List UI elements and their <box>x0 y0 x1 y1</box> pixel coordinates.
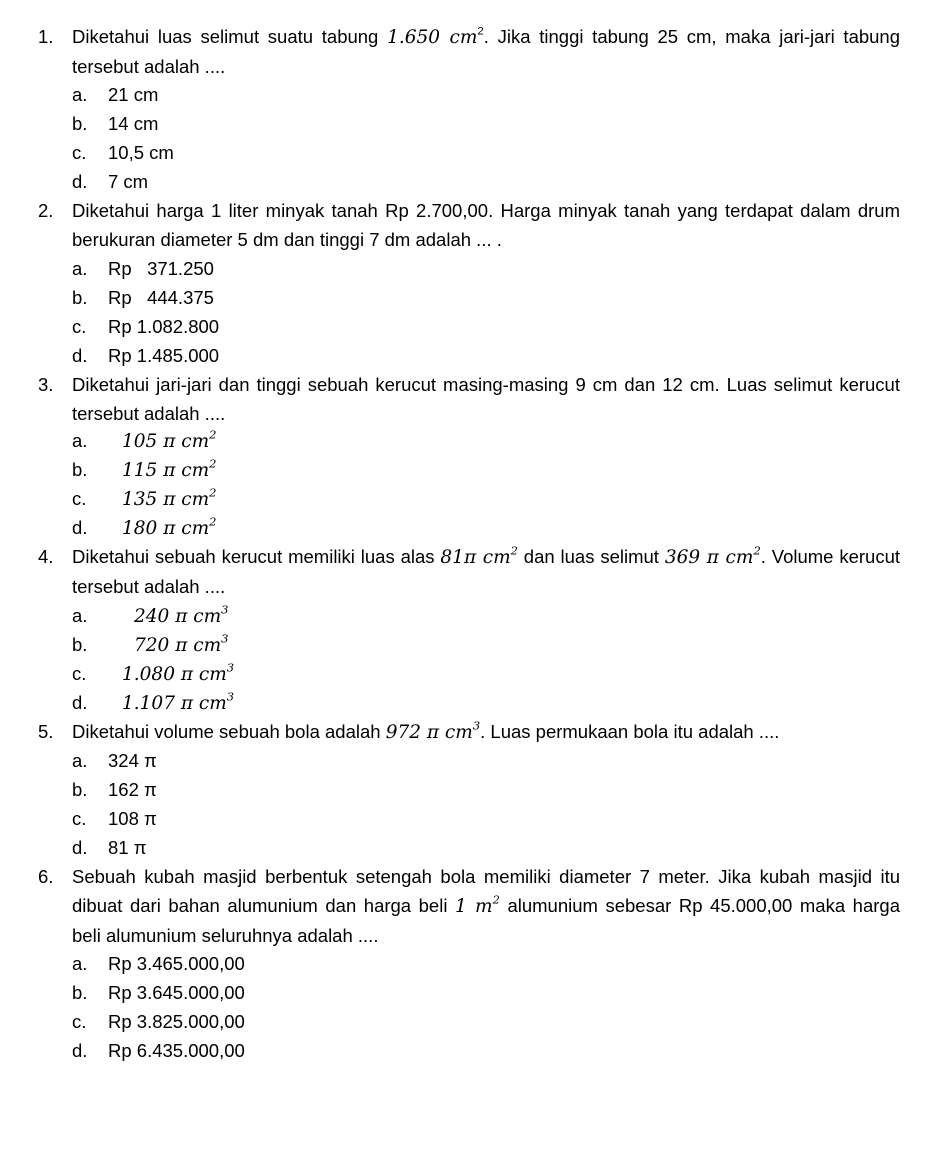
option-4a: a. 240 π $cm^3$ <box>72 602 229 627</box>
question-text: Diketahui luas selimut suatu tabung 1.650 $cm^2$. Jika tinggi tabung 25 cm, maka jari-jari tabung tersebut adalah .... <box>72 25 901 77</box>
option-6b: b. Rp 3.645.000,00 <box>72 982 245 1003</box>
question-number: 5. <box>38 721 54 742</box>
option-2c: c. Rp 1.082.800 <box>72 316 220 337</box>
option-2b: b. Rp 444.375 <box>72 287 214 308</box>
question-2 <box>38 196 900 254</box>
question-text: Diketahui harga 1 liter minyak tanah Rp 2.700,00. Harga minyak tanah yang terdapat dalam drum berukuran diameter 5 dm dan tinggi 7 dm adalah ... . <box>72 200 900 250</box>
option-4d: d. 1.107 π $cm^3$ <box>72 689 235 714</box>
question-text: Diketahui sebuah kerucut memiliki luas alas 81π $cm^2$ dan luas selimut 369 π $cm^2$. Volume kerucut tersebut adalah .... <box>72 543 900 597</box>
question-text: Diketahui volume sebuah bola adalah 972 π $cm^3$. Luas permukaan bola itu adalah .... <box>72 718 780 743</box>
option-3c: c. 135 π $cm^2$ <box>72 485 217 510</box>
question-6 <box>38 862 900 950</box>
question-text: Sebuah kubah masjid berbentuk setengah bola memiliki diameter 7 meter. Jika kubah masjid itu dibuat dari bahan alumunium dan harga beli 1 $m^2$ alumunium sebesar Rp 45.000,00 maka harga beli alumunium seluruhnya adalah .... <box>72 866 900 946</box>
option-5d: d. 81 π <box>72 837 147 858</box>
question-4 <box>38 542 900 601</box>
option-4c: c. 1.080 π $cm^3$ <box>72 660 235 685</box>
option-5a: a. 324 π <box>72 750 157 771</box>
question-number: 1. <box>38 26 54 47</box>
option-6d: d. Rp 6.435.000,00 <box>72 1040 245 1061</box>
question-3 <box>38 370 900 428</box>
option-6a: a. Rp 3.465.000,00 <box>72 953 245 974</box>
option-2d: d. Rp 1.485.000 <box>72 345 220 366</box>
option-3b: b. 115 π $cm^2$ <box>72 456 217 481</box>
question-number: 6. <box>38 866 54 887</box>
option-5c: c. 108 π <box>72 808 157 829</box>
option-6c: c. Rp 3.825.000,00 <box>72 1011 245 1032</box>
question-5 <box>38 717 900 747</box>
option-1c: c. 10,5 cm <box>72 142 174 163</box>
question-number: 3. <box>38 374 54 395</box>
option-1d: d. 7 cm <box>72 171 149 192</box>
question-number: 2. <box>38 200 54 221</box>
question-number: 4. <box>38 546 54 567</box>
option-3a: a. 105 π $cm^2$ <box>72 427 217 452</box>
option-2a: a. Rp 371.250 <box>72 258 214 279</box>
option-1a: a. 21 cm <box>72 84 159 105</box>
option-1b: b. 14 cm <box>72 113 159 134</box>
option-3d: d. 180 π $cm^2$ <box>72 514 217 539</box>
option-5b: b. 162 π <box>72 779 157 800</box>
question-1 <box>38 22 900 81</box>
option-4b: b. 720 π $cm^3$ <box>72 631 229 656</box>
question-text: Diketahui jari-jari dan tinggi sebuah kerucut masing-masing 9 cm dan 12 cm. Luas selimut kerucut tersebut adalah .... <box>72 374 900 424</box>
